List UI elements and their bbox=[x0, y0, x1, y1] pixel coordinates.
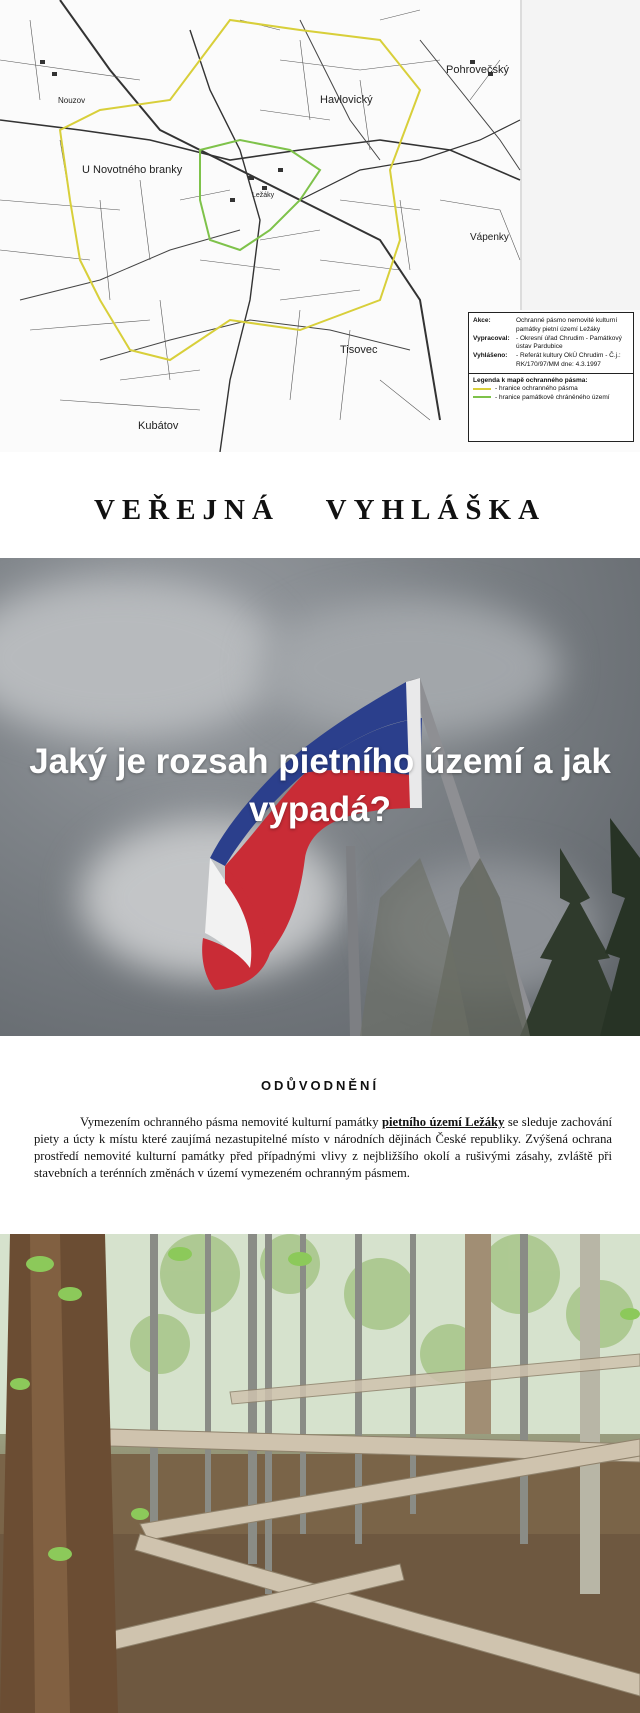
map-label-havlovicky: Havlovický bbox=[320, 94, 373, 106]
map-legend bbox=[468, 312, 634, 442]
trees bbox=[360, 818, 640, 1036]
map-label-vapenky: Vápenky bbox=[470, 232, 509, 243]
legend-swatch-yellow bbox=[473, 388, 491, 390]
flag-photo-caption: Jaký je rozsah pietního území a jak vypadá? bbox=[29, 742, 611, 829]
legend-item-zone bbox=[473, 385, 629, 394]
map-label-lezaky: Ležáky bbox=[252, 192, 275, 199]
legend-item-zone-label: - hranice ochranného pásma bbox=[495, 385, 578, 393]
document-title: ODŮVODNĚNÍ bbox=[260, 1078, 380, 1093]
document-body bbox=[34, 1114, 612, 1182]
document-body-part1: Vymezením ochranného pásma nemovité kulturní památky bbox=[80, 1115, 382, 1129]
forest-photo bbox=[0, 1234, 640, 1713]
page-title: VEŘEJNÁ VYHLÁŠKA bbox=[93, 494, 547, 526]
legend-vypracoval-value: - Okresní úřad Chrudim - Památkový ústav Pardubice bbox=[516, 334, 622, 351]
legend-akce-value: Ochranné pásmo nemovité kulturní památky pietní území Ležáky bbox=[516, 317, 618, 333]
justification-document bbox=[0, 1036, 640, 1234]
legend-item-area-label: - hranice památkově chráněného území bbox=[495, 394, 610, 402]
legend-vyhlaseno-label: Vyhlášeno: bbox=[473, 352, 508, 360]
flag-photo bbox=[0, 558, 640, 1036]
map-label-kubatov: Kubátov bbox=[138, 420, 179, 432]
document-body-part2: se sleduje zachování piety a úcty k místu které zaujímá nezastupitelné místo v národních dějinách České republiky. Zvýšená ochrana prostředí nemovité kulturní památky před případnými vlivy z nejbližšího okolí a rušivými zásahy, zvláště při stavebních a terénních změnách v území vymezeném ochranným pásmem. bbox=[34, 1115, 612, 1180]
map-label-pohrovecsky: Pohrovečský bbox=[446, 64, 509, 76]
legend-title: Legenda k mapě ochranného pásma: bbox=[473, 376, 588, 384]
legend-item-area bbox=[473, 394, 629, 403]
map-label-tisovec: Tisovec bbox=[340, 344, 378, 356]
legend-akce-label: Akce: bbox=[473, 317, 491, 324]
cadastral-map bbox=[0, 0, 640, 452]
legend-vyhlaseno-value: - Referát kultury OkÚ Chrudim - Č.j.: RK/170/97/MM dne: 4.3.1997 bbox=[516, 352, 621, 368]
heading-section bbox=[0, 452, 640, 557]
document-body-emphasis: pietního území Ležáky bbox=[381, 1115, 505, 1129]
map-label-u-novotneho-branky: U Novotného branky bbox=[82, 164, 183, 176]
map-label-nouzov: Nouzov bbox=[58, 96, 86, 105]
second-flagpole bbox=[346, 846, 362, 1036]
legend-vypracoval-label: Vypracoval: bbox=[473, 334, 510, 342]
forest-scene bbox=[0, 1234, 640, 1713]
legend-swatch-green bbox=[473, 396, 491, 398]
